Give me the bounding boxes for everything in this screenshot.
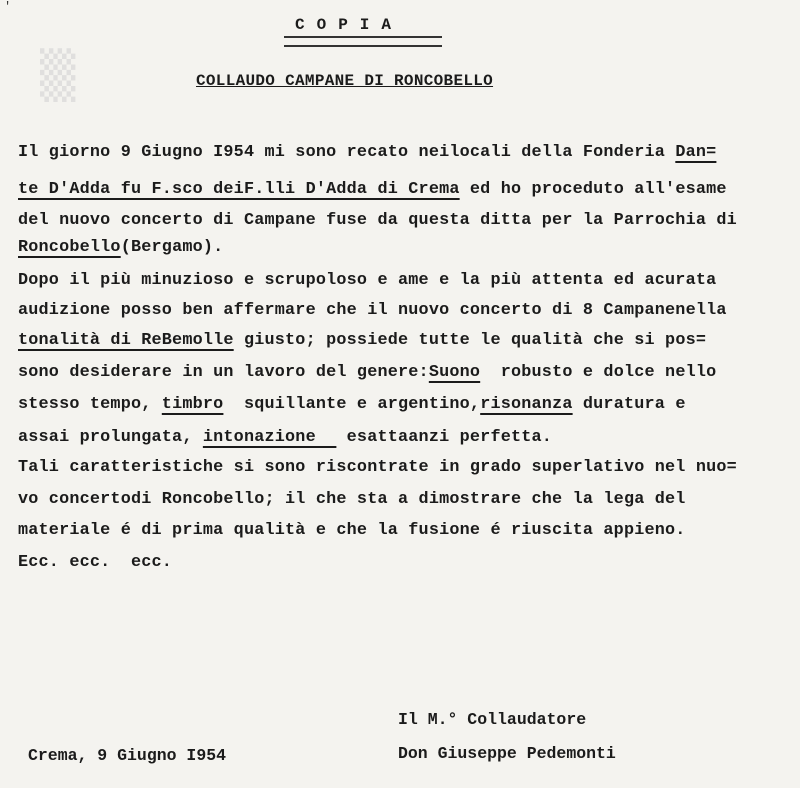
line-text: esattaanzi perfetta. [336, 428, 553, 447]
body-line [18, 490, 686, 509]
underlined-text: Suono [428, 363, 481, 382]
document-heading: COLLAUDO CAMPANE DI RONCOBELLO [196, 72, 494, 90]
line-text: Ecc. ecc. ecc. [18, 553, 173, 572]
line-text: robusto e dolce nello [480, 363, 717, 382]
body-line [18, 211, 737, 230]
body-line [18, 428, 552, 447]
body-line [18, 458, 737, 477]
body-line [18, 238, 223, 257]
line-text: assai prolungata, [18, 428, 203, 447]
underlined-text: tonalità di ReBemolle [18, 331, 234, 350]
corner-mark: ' [4, 0, 12, 14]
line-text: vo concertodi Roncobello; il che sta a dimostrare che la lega del [18, 490, 686, 509]
body-line [18, 521, 686, 540]
body-line [18, 180, 727, 199]
underlined-text: risonanza [480, 395, 573, 414]
place-date: Crema, 9 Giugno I954 [28, 746, 227, 765]
line-text: audizione posso ben affermare che il nuovo concerto di 8 Campanenella [18, 301, 727, 320]
body-line [18, 271, 716, 290]
line-text: Dopo il più minuzioso e scrupoloso e ame e la più attenta ed acurata [18, 271, 717, 290]
line-text: Tali caratteristiche si sono riscontrate in grado superlativo nel nuo= [18, 458, 737, 477]
line-text: giusto; possiede tutte le qualità che si pos= [233, 331, 707, 350]
line-text: ed ho proceduto all'esame [459, 180, 727, 199]
body-line [18, 143, 716, 162]
underlined-text: timbro [161, 395, 224, 414]
body-line [18, 301, 727, 320]
copy-label: COPIA [295, 16, 404, 34]
line-text: (Bergamo). [120, 238, 224, 257]
line-text: Il giorno 9 Giugno I954 mi sono recato neilocali della Fonderia [18, 143, 676, 162]
body-line [18, 553, 172, 572]
signature-title: Il M.° Collaudatore [398, 710, 587, 729]
body-line [18, 331, 706, 350]
line-text: del nuovo concerto di Campane fuse da questa ditta per la Parrochia di [18, 211, 737, 230]
signature-name: Don Giuseppe Pedemonti [398, 744, 616, 763]
line-text: sono desiderare in un lavoro del genere: [18, 363, 429, 382]
underlined-text: Roncobello [18, 238, 121, 257]
line-text: squillante e argentino, [223, 395, 481, 414]
underlined-text: Dan= [675, 143, 717, 162]
underlined-text: te D'Adda fu F.sco deiF.lli D'Adda di Crema [18, 180, 460, 199]
copy-label-double-rule [284, 36, 442, 47]
underlined-text: intonazione [202, 428, 337, 447]
line-text: stesso tempo, [18, 395, 162, 414]
body-line [18, 363, 716, 382]
line-text: duratura e [572, 395, 686, 414]
body-line [18, 395, 686, 414]
line-text: materiale é di prima qualità e che la fusione é riuscita appieno. [18, 521, 686, 540]
bleed-through-letterhead: ▒ [40, 48, 76, 102]
